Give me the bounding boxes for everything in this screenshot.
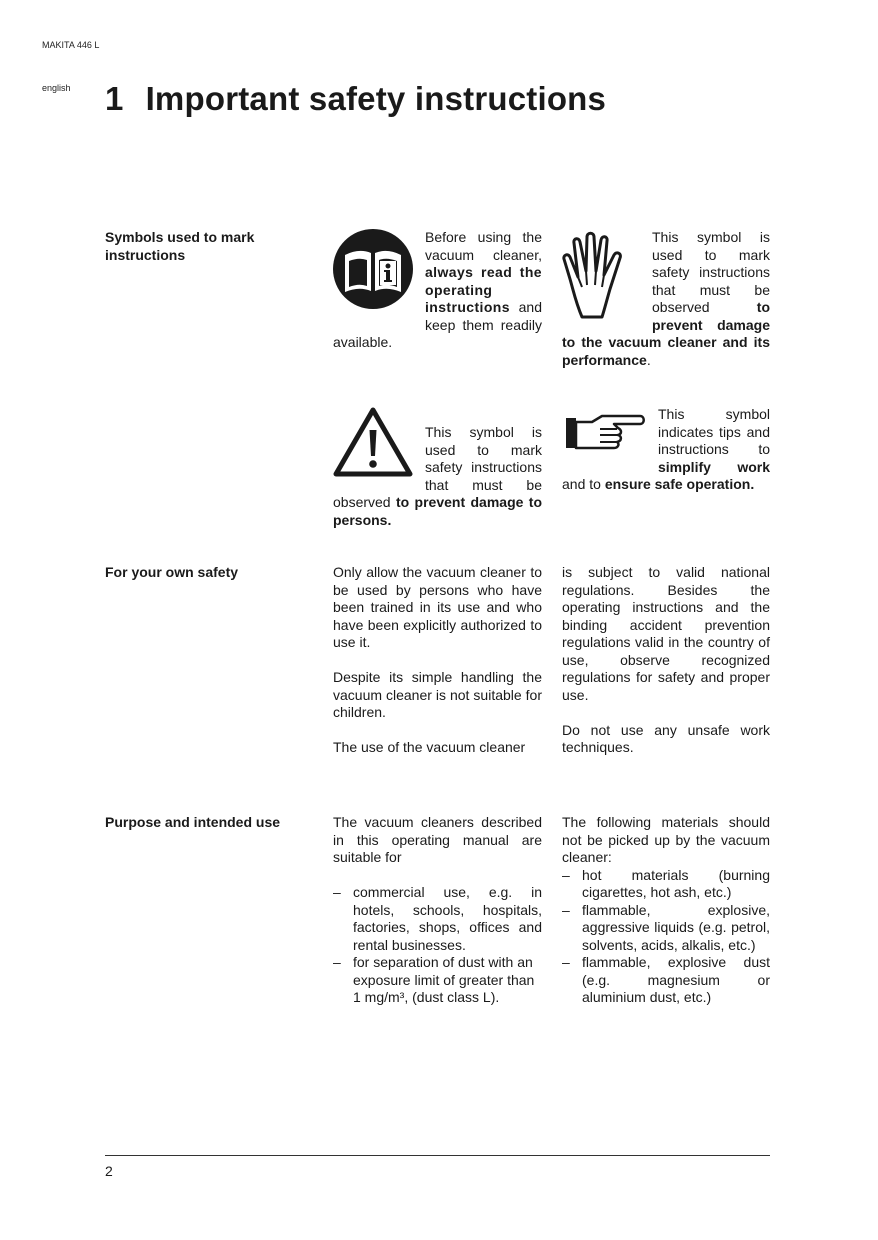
hand-symbol-text: This symbol is used to mark safety instructions that must be observed: [652, 229, 770, 315]
list-item: – flammable, explosive, aggressive liquids (e.g. petrol, solvents, acids, alkalis, etc.): [562, 902, 770, 955]
read-manual-icon: [333, 229, 413, 314]
language-label: english: [42, 83, 71, 93]
safety-paragraph: Only allow the vacuum cleaner to be used by persons who have been trained in its use and who have been explicitly authorized to use it.: [333, 564, 542, 650]
safety-column-right: [562, 564, 770, 757]
safety-paragraph: The use of the vacuum cleaner: [333, 739, 526, 755]
pointer-symbol-emphasis: simplify work: [658, 458, 770, 475]
read-manual-text-end: and keep them readily available.: [333, 299, 542, 350]
purpose-column-left: [333, 814, 542, 1007]
hand-symbol-text-end: .: [646, 351, 651, 368]
symbols-heading: Symbols used to mark instructions: [105, 229, 255, 263]
read-manual-emphasis: always read the operating instructions: [425, 264, 542, 315]
safety-paragraph: Do not use any unsafe work techniques.: [562, 721, 770, 755]
warning-triangle-icon: [333, 406, 413, 483]
stop-hand-icon: [562, 229, 638, 326]
chapter-title: Important safety instructions: [145, 80, 607, 117]
warning-symbol-emphasis: to prevent damage to persons.: [333, 494, 542, 528]
purpose-heading: Purpose and intended use: [105, 814, 281, 830]
warning-symbol-text: This symbol is used to mark safety instructions that must be observed: [333, 424, 542, 510]
model-label: MAKITA 446 L: [42, 40, 100, 50]
page-number: 2: [105, 1163, 113, 1179]
chapter-number: 1: [105, 80, 124, 117]
footer-divider: [105, 1155, 770, 1156]
safety-heading: For your own safety: [105, 564, 239, 580]
purpose-intro: The vacuum cleaners described in this operating manual are suitable for: [333, 814, 542, 865]
pointer-symbol-block: [562, 406, 770, 494]
pointer-symbol-text-mid: and to: [562, 476, 605, 492]
list-item: – hot materials (burning cigarettes, hot ash, etc.): [562, 867, 770, 902]
list-item: – commercial use, e.g. in hotels, schools, hospitals, factories, shops, offices and rental businesses.: [333, 884, 542, 954]
safety-column-left: [333, 564, 542, 757]
safety-paragraph: is subject to valid national regulations. Besides the operating instructions and the binding accident prevention regulations valid in the country of use, observe recognized regulations for safety and proper use.: [562, 564, 770, 703]
warning-symbol-block: [333, 424, 542, 529]
pointing-hand-icon: [562, 412, 646, 457]
pointer-symbol-text: This symbol indicates tips and instructions to: [658, 406, 770, 457]
read-manual-text: Before using the vacuum cleaner,: [425, 229, 542, 263]
pointer-symbol-emphasis-2: ensure safe operation.: [604, 476, 755, 492]
uses-list: [333, 884, 542, 1007]
not-intro: The following materials should not be picked up by the vacuum cleaner:: [562, 814, 770, 865]
page-title: [105, 80, 606, 118]
purpose-column-right: [562, 814, 770, 1007]
hand-symbol-block: [562, 229, 770, 369]
safety-paragraph: Despite its simple handling the vacuum cleaner is not suitable for children.: [333, 669, 542, 720]
list-item: – flammable, explosive dust (e.g. magnesium or aluminium dust, etc.): [562, 954, 770, 1007]
read-manual-block: [333, 229, 542, 352]
not-list: [562, 867, 770, 1007]
list-item: – for separation of dust with an exposure limit of greater than 1 mg/m³, (dust class L).: [333, 954, 542, 1007]
hand-symbol-emphasis: to prevent damage to the vacuum cleaner and its performance: [562, 299, 770, 368]
